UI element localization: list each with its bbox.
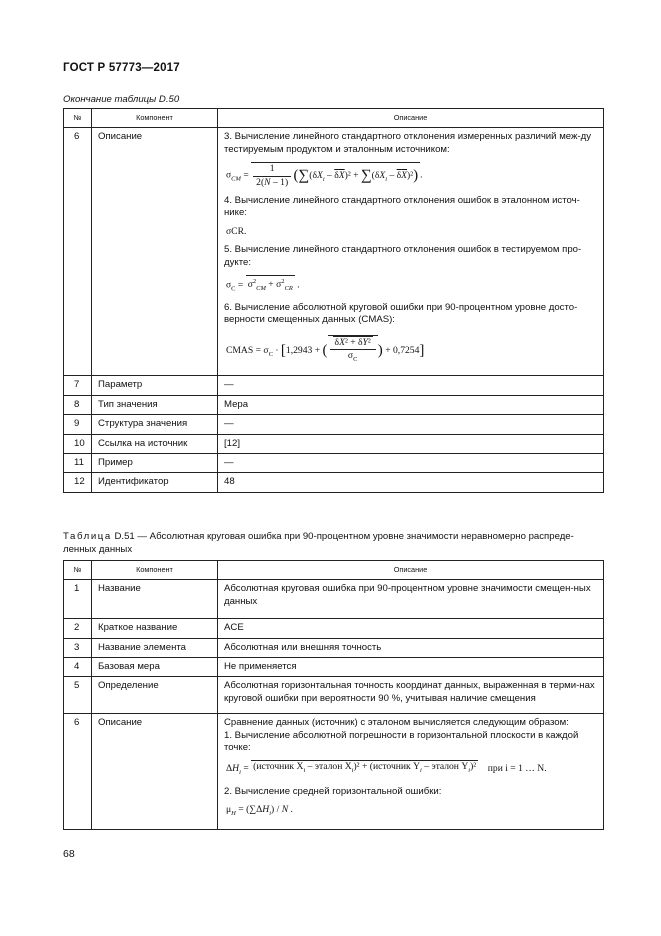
table-row: [64, 677, 604, 714]
table-caption: Окончание таблицы D.50: [63, 94, 180, 105]
row-component: Определение: [92, 677, 218, 714]
col-header-num: №: [64, 109, 92, 128]
row-number: 1: [64, 580, 92, 619]
table-d50-continuation: [63, 108, 604, 493]
row-description: —: [218, 453, 604, 472]
row-component: Параметр: [92, 376, 218, 395]
formula-part: )² + (источник Y: [353, 761, 421, 773]
row-description: [218, 128, 604, 376]
caption-rest: D.51 — Абсолютная круговая ошибка при 90-процентном уровне значимости неравномерно распреде-ленных данных: [63, 531, 574, 555]
table-row: [64, 434, 604, 453]
page-number: 68: [63, 848, 75, 860]
table-row: [64, 376, 604, 395]
row-component: Название: [92, 580, 218, 619]
formula-sigma-c: $\sigma_C = \sigma^2_{CM} + \sigma^2_{CR}$ .: [226, 275, 598, 296]
row-number: 12: [64, 473, 92, 492]
table-row: [64, 619, 604, 638]
caption-lead: Таблица: [63, 531, 112, 542]
row-description: Не применяется: [218, 658, 604, 677]
row-component: Название элемента: [92, 638, 218, 657]
col-header-num: №: [64, 561, 92, 580]
row-component: Тип значения: [92, 395, 218, 414]
row-component: Пример: [92, 453, 218, 472]
row-number: 7: [64, 376, 92, 395]
formula-cmas: CMAS = $\sigma_C \cdot [1,2943$ + ( $\frac{\text{δX² + δY²}}{\sigma_C}$ ) + 0,7254]: [226, 335, 598, 367]
step-4-text: 4. Вычисление линейного стандартного отклонения ошибок в эталонном источ-нике:: [224, 195, 580, 219]
col-header-component: Компонент: [92, 109, 218, 128]
table-row: [64, 473, 604, 492]
table-row: [64, 714, 604, 830]
cmas-coef-1: 1,2943 +: [285, 344, 321, 356]
formula-part: )²: [470, 761, 477, 773]
row-description: [218, 714, 604, 830]
row-number: 11: [64, 453, 92, 472]
row-description: [12]: [218, 434, 604, 453]
formula-part: – эталон Y: [421, 761, 469, 773]
table-caption: [63, 531, 603, 556]
row-number: 8: [64, 395, 92, 414]
row-description: 48: [218, 473, 604, 492]
row-component: Идентификатор: [92, 473, 218, 492]
row-description: Мера: [218, 395, 604, 414]
row-description: Абсолютная или внешняя точность: [218, 638, 604, 657]
row-description: Абсолютная круговая ошибка при 90-процентном уровне значимости смещен-ных данных: [218, 580, 604, 619]
table-row: [64, 658, 604, 677]
formula-delta-h: $\Delta H_i$ = (источник $X_i$ – эталон $X_i)^2$ + (источник $Y_i$ – эталон $Y_i)^2$ при i = 1 … N.: [226, 761, 547, 777]
row-description: —: [218, 415, 604, 434]
sigma-cr-symbol: σCR.: [226, 225, 247, 237]
row-number: 6: [64, 714, 92, 830]
row-component: Описание: [92, 128, 218, 376]
col-header-component: Компонент: [92, 561, 218, 580]
formula-part: (источник X: [253, 761, 304, 773]
col-header-description: Описание: [218, 109, 604, 128]
document-header: ГОСТ Р 57773—2017: [63, 62, 180, 74]
table-row: [64, 415, 604, 434]
step-3-text: 3. Вычисление линейного стандартного отклонения измеренных различий меж-ду тестируемым продуктом и эталонным источником:: [224, 131, 592, 155]
table-row: [64, 395, 604, 414]
row-component: Краткое название: [92, 619, 218, 638]
col-header-description: Описание: [218, 561, 604, 580]
step-2-text: 2. Вычисление средней горизонтальной ошибки:: [224, 785, 442, 797]
step-6-text: 6. Вычисление абсолютной круговой ошибки при 90-процентном уровне досто-верности смещенных данных (CMAS):: [224, 301, 578, 326]
row-component: Ссылка на источник: [92, 434, 218, 453]
row-component: Описание: [92, 714, 218, 830]
formula-sigma-cm: $\sigma_{CM}$ = $\frac{1}{2(N - 1)}$ $(\sum(\delta X_i - \delta X)^2 + \sum(\delta X_i - \delta X)^2)$ .: [226, 163, 423, 188]
table-row: [64, 638, 604, 657]
row-number: 3: [64, 638, 92, 657]
cmas-coef-2: + 0,7254: [385, 344, 420, 356]
table-row: [64, 580, 604, 619]
cmas-lhs: CMAS = σ: [226, 344, 269, 356]
formula-part: – эталон X: [305, 761, 352, 773]
table-row: [64, 128, 604, 376]
table-header-row: [64, 561, 604, 580]
formula-mu-h: $\mu_H = (\sum\Delta H_i) / N$ .: [226, 804, 293, 817]
row-description: ACE: [218, 619, 604, 638]
row-number: 6: [64, 128, 92, 376]
row-number: 9: [64, 415, 92, 434]
row-description: —: [218, 376, 604, 395]
desc-intro: Сравнение данных (источник) с эталоном вычисляется следующим образом:: [224, 717, 569, 729]
step-5-text: 5. Вычисление линейного стандартного отклонения ошибок в тестируемом про-дукте:: [224, 244, 582, 268]
row-component: Структура значения: [92, 415, 218, 434]
row-number: 2: [64, 619, 92, 638]
table-header-row: [64, 109, 604, 128]
row-description: Абсолютная горизонтальная точность координат данных, выраженная в терми-нах круговой ошибки при вероятности 90 %, учитывая наличие смещения: [218, 677, 604, 714]
row-number: 5: [64, 677, 92, 714]
table-row: [64, 453, 604, 472]
table-d51: [63, 560, 604, 830]
row-component: Базовая мера: [92, 658, 218, 677]
row-number: 10: [64, 434, 92, 453]
formula-condition: при i = 1 … N.: [487, 763, 547, 775]
step-1-text: 1. Вычисление абсолютной погрешности в горизонтальной плоскости в каждой точке:: [224, 729, 579, 754]
row-number: 4: [64, 658, 92, 677]
